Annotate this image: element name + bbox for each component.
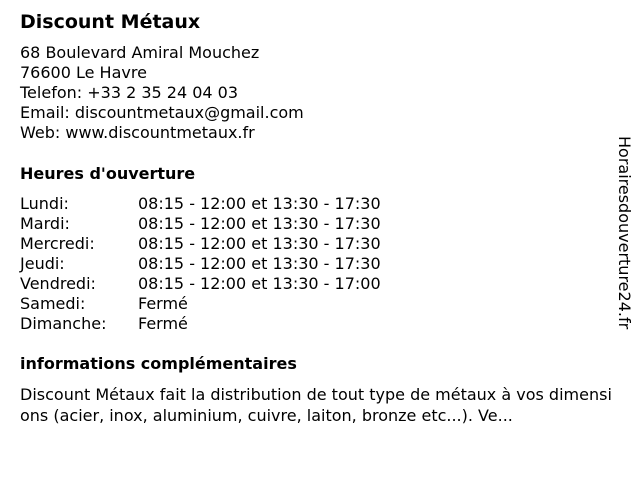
time-value: Fermé [138,314,188,333]
website-text: Web: www.discountmetaux.fr [20,123,255,142]
hours-row-wednesday [20,234,381,254]
opening-hours-list [20,194,381,334]
hours-row-tuesday [20,214,381,234]
hours-row-monday [20,194,381,214]
hours-row-friday [20,274,381,294]
email-text: Email: discountmetaux@gmail.com [20,103,304,122]
address-street: 68 Boulevard Amiral Mouchez [20,43,260,62]
contact-block [20,43,304,143]
hours-row-sunday [20,314,381,334]
day-label: Dimanche: [20,314,107,333]
additional-info-text: Discount Métaux fait la distribution de tout type de métaux à vos dimensions (acier, inox, aluminium, cuivre, laiton, bronze etc...). Ve... [20,385,612,425]
day-label: Mardi: [20,214,70,233]
time-value: 08:15 - 12:00 et 13:30 - 17:30 [138,254,381,273]
additional-info-heading: informations complémentaires [20,354,297,373]
time-value: 08:15 - 12:00 et 13:30 - 17:30 [138,214,381,233]
day-label: Lundi: [20,194,69,213]
brand-watermark: Horairesdouverture24.fr [615,136,634,330]
day-label: Mercredi: [20,234,95,253]
day-label: Jeudi: [20,254,65,273]
opening-hours-heading: Heures d'ouverture [20,164,196,183]
phone-text: Telefon: +33 2 35 24 04 03 [20,83,239,102]
day-label: Samedi: [20,294,86,313]
business-name: Discount Métaux [20,11,201,33]
time-value: 08:15 - 12:00 et 13:30 - 17:30 [138,194,381,213]
hours-row-thursday [20,254,381,274]
day-label: Vendredi: [20,274,96,293]
time-value: 08:15 - 12:00 et 13:30 - 17:00 [138,274,381,293]
time-value: Fermé [138,294,188,313]
address-city: 76600 Le Havre [20,63,147,82]
hours-row-saturday [20,294,381,314]
time-value: 08:15 - 12:00 et 13:30 - 17:30 [138,234,381,253]
